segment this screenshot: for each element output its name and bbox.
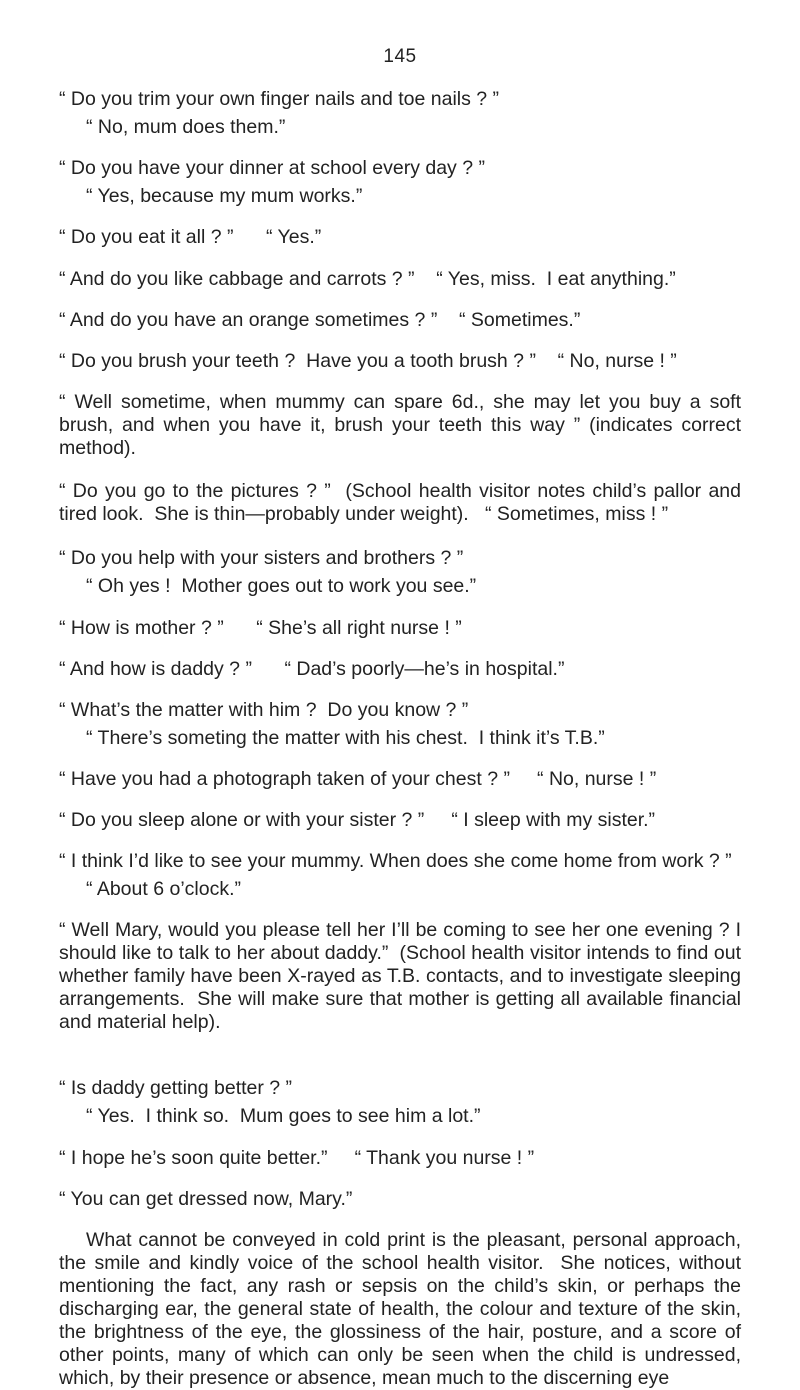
dialogue-line: “ Is daddy getting better ? ”: [59, 1077, 293, 1099]
dialogue-line: “ Do you help with your sisters and brothers ? ”: [59, 547, 464, 569]
dialogue-line: “ About 6 o’clock.”: [86, 878, 241, 900]
dialogue-line: “ Do you eat it all ? ” “ Yes.”: [59, 226, 322, 248]
dialogue-line: “ And do you have an orange sometimes ? ” “ Sometimes.”: [59, 309, 581, 331]
dialogue-line: “ Do you trim your own finger nails and toe nails ? ”: [59, 88, 500, 110]
dialogue-paragraph: “ Do you go to the pictures ? ” (School health visitor notes child’s pallor and tired look. She is thin—probably under weight). “ Sometimes, miss ! ”: [59, 480, 747, 525]
dialogue-line: “ What’s the matter with him ? Do you know ? ”: [59, 699, 469, 721]
dialogue-line: “ No, mum does them.”: [86, 116, 286, 138]
closing-paragraph: What cannot be conveyed in cold print is the pleasant, personal approach, the smile and kindly voice of the school health visitor. She notices, without mentioning the fact, any rash or sepsis on the child’s skin, or perhaps the discharging ear, the general state of health, the colour and texture of the skin, the brightness of the eye, the glossiness of the hair, posture, and a score of other points, many of which can only be seen when the child is undressed, which, by their presence or absence, mean much to the discerning eye: [59, 1229, 747, 1389]
dialogue-line: “ Oh yes ! Mother goes out to work you see.”: [86, 575, 477, 597]
dialogue-line: “ There’s someting the matter with his chest. I think it’s T.B.”: [86, 727, 605, 749]
dialogue-line: “ Have you had a photograph taken of your chest ? ” “ No, nurse ! ”: [59, 768, 657, 790]
dialogue-line: “ And do you like cabbage and carrots ? ” “ Yes, miss. I eat anything.”: [59, 268, 676, 290]
dialogue-line: “ Yes. I think so. Mum goes to see him a lot.”: [86, 1105, 481, 1127]
page-number: 145: [383, 46, 417, 67]
dialogue-line: “ You can get dressed now, Mary.”: [59, 1188, 353, 1210]
dialogue-line: “ Do you brush your teeth ? Have you a tooth brush ? ” “ No, nurse ! ”: [59, 350, 677, 372]
dialogue-paragraph: “ Well sometime, when mummy can spare 6d., she may let you buy a soft brush, and when you have it, brush your teeth this way ” (indicates correct method).: [59, 391, 747, 459]
dialogue-line: “ And how is daddy ? ” “ Dad’s poorly—he’s in hospital.”: [59, 658, 565, 680]
dialogue-line: “ Yes, because my mum works.”: [86, 185, 363, 207]
dialogue-line: “ I think I’d like to see your mummy. When does she come home from work ? ”: [59, 850, 732, 872]
dialogue-line: “ How is mother ? ” “ She’s all right nurse ! ”: [59, 617, 462, 639]
dialogue-line: “ Do you sleep alone or with your sister ? ” “ I sleep with my sister.”: [59, 809, 656, 831]
dialogue-paragraph: “ Well Mary, would you please tell her I’ll be coming to see her one evening ? I should like to talk to her about daddy.” (School health visitor intends to find out whether family have been X-rayed as T.B. contacts, and to investigate sleeping arrangements. She will make sure that mother is getting all available financial and material help).: [59, 919, 747, 1033]
dialogue-line: “ Do you have your dinner at school every day ? ”: [59, 157, 485, 179]
dialogue-line: “ I hope he’s soon quite better.” “ Thank you nurse ! ”: [59, 1147, 535, 1169]
